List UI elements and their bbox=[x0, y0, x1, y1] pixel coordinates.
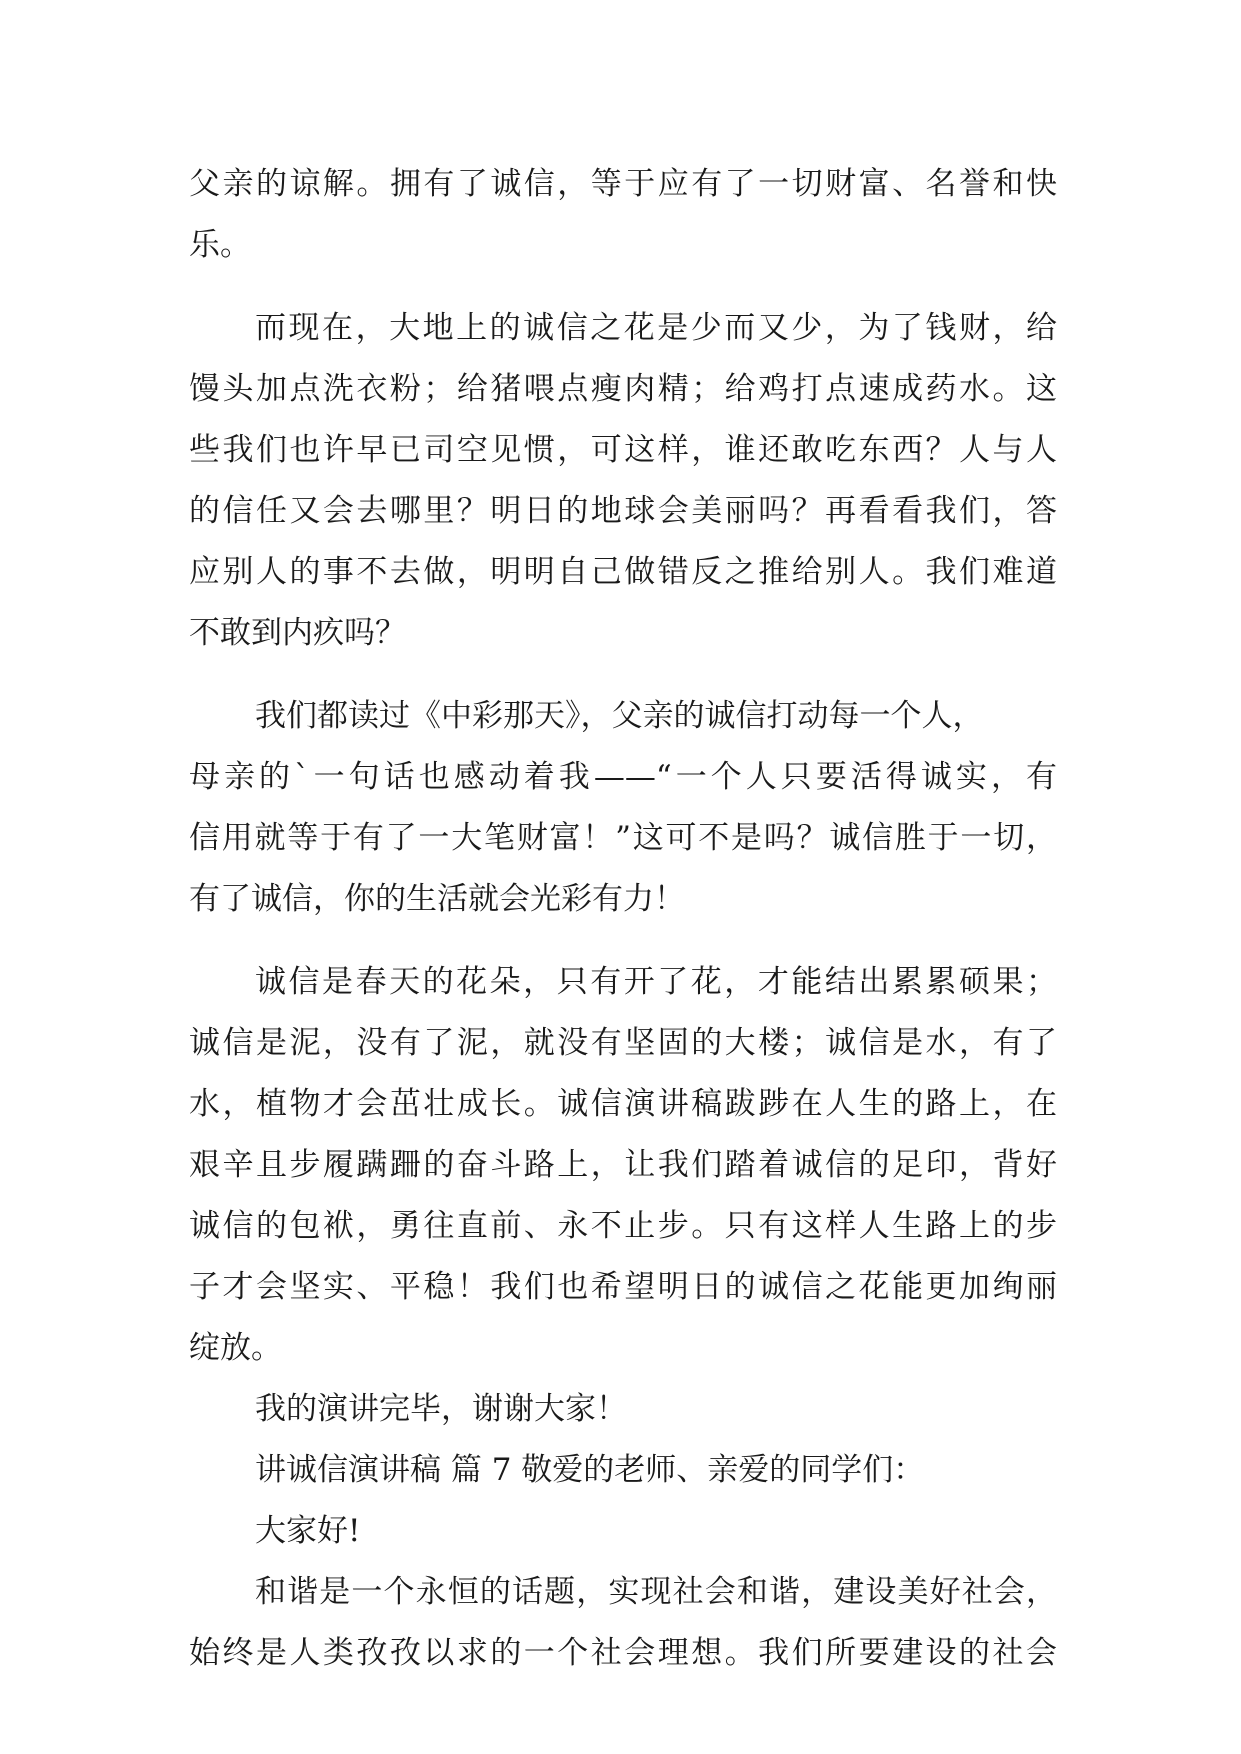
document-page bbox=[189, 154, 1057, 1684]
text-line: 绽放。 bbox=[189, 1330, 282, 1366]
text-line: 馒头加点洗衣粉；给猪喂点瘦肉精；给鸡打点速成药水。这 bbox=[189, 371, 1057, 407]
text-line: 父亲的谅解。拥有了诚信，等于应有了一切财富、名誉和快 bbox=[189, 166, 1057, 202]
text-line: 有了诚信，你的生活就会光彩有力！ bbox=[189, 881, 685, 917]
text-line: 诚信的包袱，勇往直前、永不止步。只有这样人生路上的步 bbox=[189, 1208, 1057, 1244]
text-line: 信用就等于有了一大笔财富！”这可不是吗？诚信胜于一切， bbox=[189, 820, 1057, 856]
greeting-line: 大家好! bbox=[255, 1513, 361, 1549]
paragraph-first-line: 我的演讲完毕，谢谢大家！ bbox=[255, 1391, 627, 1427]
text-line: 始终是人类孜孜以求的一个社会理想。我们所要建设的社会 bbox=[189, 1635, 1057, 1671]
text-line: 些我们也许早已司空见惯，可这样，谁还敢吃东西？人与人 bbox=[189, 432, 1057, 468]
text-line: 子才会坚实、平稳！我们也希望明日的诚信之花能更加绚丽 bbox=[189, 1269, 1057, 1305]
paragraph-first-line: 诚信是春天的花朵，只有开了花，才能结出累累硕果； bbox=[255, 964, 1057, 1000]
paragraph-first-line: 而现在，大地上的诚信之花是少而又少，为了钱财，给 bbox=[255, 310, 1057, 346]
text-line: 乐。 bbox=[189, 227, 251, 263]
text-line: 水，植物才会茁壮成长。诚信演讲稿跋踄在人生的路上，在 bbox=[189, 1086, 1057, 1122]
text-line: 应别人的事不去做，明明自己做错反之推给别人。我们难道 bbox=[189, 554, 1057, 590]
text-line: 诚信是泥，没有了泥，就没有坚固的大楼；诚信是水，有了 bbox=[189, 1025, 1057, 1061]
text-line: 的信任又会去哪里？明日的地球会美丽吗？再看看我们，答 bbox=[189, 493, 1057, 529]
text-line: 不敢到内疚吗？ bbox=[189, 615, 406, 651]
section-heading: 讲诚信演讲稿 篇 7 敬爱的老师、亲爱的同学们： bbox=[255, 1452, 925, 1488]
text-line: 艰辛且步履蹒跚的奋斗路上，让我们踏着诚信的足印，背好 bbox=[189, 1147, 1057, 1183]
text-line: 母亲的`一句话也感动着我——“一个人只要活得诚实，有 bbox=[189, 759, 1057, 795]
paragraph-first-line: 和谐是一个永恒的话题，实现社会和谐，建设美好社会， bbox=[255, 1574, 1057, 1610]
paragraph-first-line: 我们都读过《中彩那天》，父亲的诚信打动每一个人， bbox=[255, 698, 984, 734]
